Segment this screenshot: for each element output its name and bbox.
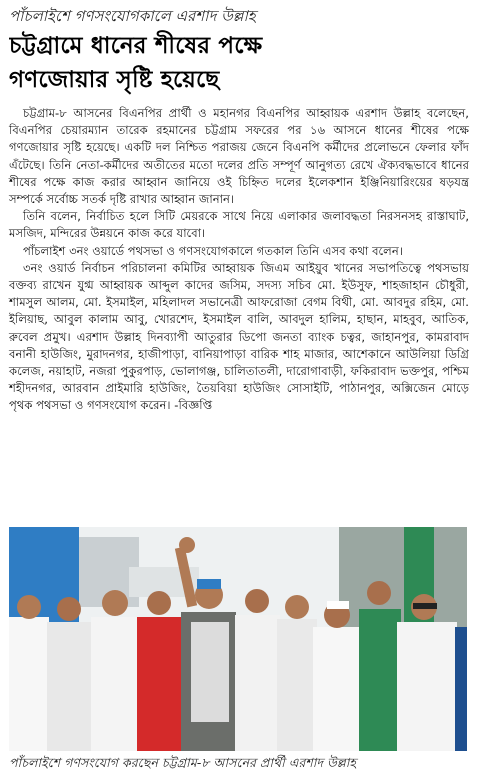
article-body xyxy=(9,105,469,415)
news-photo xyxy=(9,527,467,751)
headline-line-1: চট্টগ্রামে ধানের শীষের পক্ষে xyxy=(9,33,263,59)
paragraph-3: পাঁচলাইশ ৩নং ওয়ার্ডে পথসভা ও গণসংযোগকালে গতকাল তিনি এসব কথা বলেন। xyxy=(23,243,403,258)
headline xyxy=(9,29,469,97)
paragraph-1: চট্টগ্রাম-৮ আসনের বিএনপির প্রার্থী ও মহানগর বিএনপির আহ্বায়ক এরশাদ উল্লাহ বলেছেন, বিএনপির চেয়ারম্যান তারেক রহমানের চট্টগ্রাম সফরের পর ১৬ আসনে ধানের শীষের পক্ষে গণজোয়ার সৃষ্টি হয়েছে। একটি দল নিশ্চিত পরাজয় জেনে বিএনপি কর্মীদের প্রলোভনে ফেলার ফাঁদ এঁটেছে। তিনি নেতা-কর্মীদের অতীতের মতো দলের প্রতি সম্পূর্ণ আনুগত্য রেখে ঐক্যবদ্ধভাবে ধানের শীষের পক্ষে কাজ করার আহ্বান জানিয়ে ওই চিহ্নিত দলের ইলেকশান ইঞ্জিনিয়ারিংয়ের ষড়যন্ত্র সম্পর্কে সর্বোচ্চ সতর্ক দৃষ্টি রাখার আহ্বান জানান। xyxy=(9,106,469,207)
paragraph-4: ৩নং ওয়ার্ড নির্বাচন পরিচালনা কমিটির আহ্বায়ক জিএম আইয়ুব খানের সভাপতিত্বে পথসভায় বক্তব্য রাখেন যুগ্ম আহ্বায়ক আব্দুল কাদের জসিম, সদস্য সচিব মো. ইউসুফ, শাহজাহান চৌধুরী, শামসুল আলম, মো. ইসমাইল, মহিলাদল সভানেত্রী আফরোজা বেগম বিথী, মো. আবদুর রহিম, মো. ইলিয়াছ, আবুল কালাম আবু, খোরশেদ, ইসমাইল বালি, আবদুল হালিম, হাছান, মাহবুব, আতিক, রুবেল প্রমুখ। এরশাদ উল্লাহ দিনব্যাপী আতুরার ডিপো জনতা ব্যাংক চত্বর, জাহানপুর, কামরাবাদ বনানী হাউজিং, মুরাদনগর, হাজীপাড়া, বানিয়াপাড়া বারিক শাহ মাজার, আশেকানে আউলিয়া ডিগ্রি কলেজ, নয়াহাট, নজরা পুকুরপাড়, ভোলাগঞ্জ, চালিতাতলী, দারোগাবাড়ী, ফকিরাবাদ ভক্তপুর, পশ্চিম শহীদনগর, আরবান প্রাইমারি হাউজিং, তৈয়বিয়া হাউজিং সোসাইটি, পাঠানপুর, অক্সিজেন মোড়ে পৃথক পথসভা ও গণসংযোগ করেন। -বিজ্ঞপ্তি xyxy=(9,260,469,413)
crowd-photo-illustration xyxy=(9,527,467,751)
headline-line-2: গণজোয়ার সৃষ্টি হয়েছে xyxy=(9,67,220,93)
building-right xyxy=(339,527,467,637)
paragraph-2: তিনি বলেন, নির্বাচিত হলে সিটি মেয়রকে সাথে নিয়ে এলাকার জলাবদ্ধতা নিরসনসহ রাস্তাঘাট, মসজিদ, মন্দিরের উন্নয়নে কাজ করে যাবো। xyxy=(9,209,469,241)
photo-caption: পাঁচলাইশে গণসংযোগ করছেন চট্টগ্রাম-৮ আসনের প্রার্থী এরশাদ উল্লাহ xyxy=(9,755,357,770)
kicker-line: পাঁচলাইশে গণসংযোগকালে এরশাদ উল্লাহ xyxy=(9,7,256,25)
